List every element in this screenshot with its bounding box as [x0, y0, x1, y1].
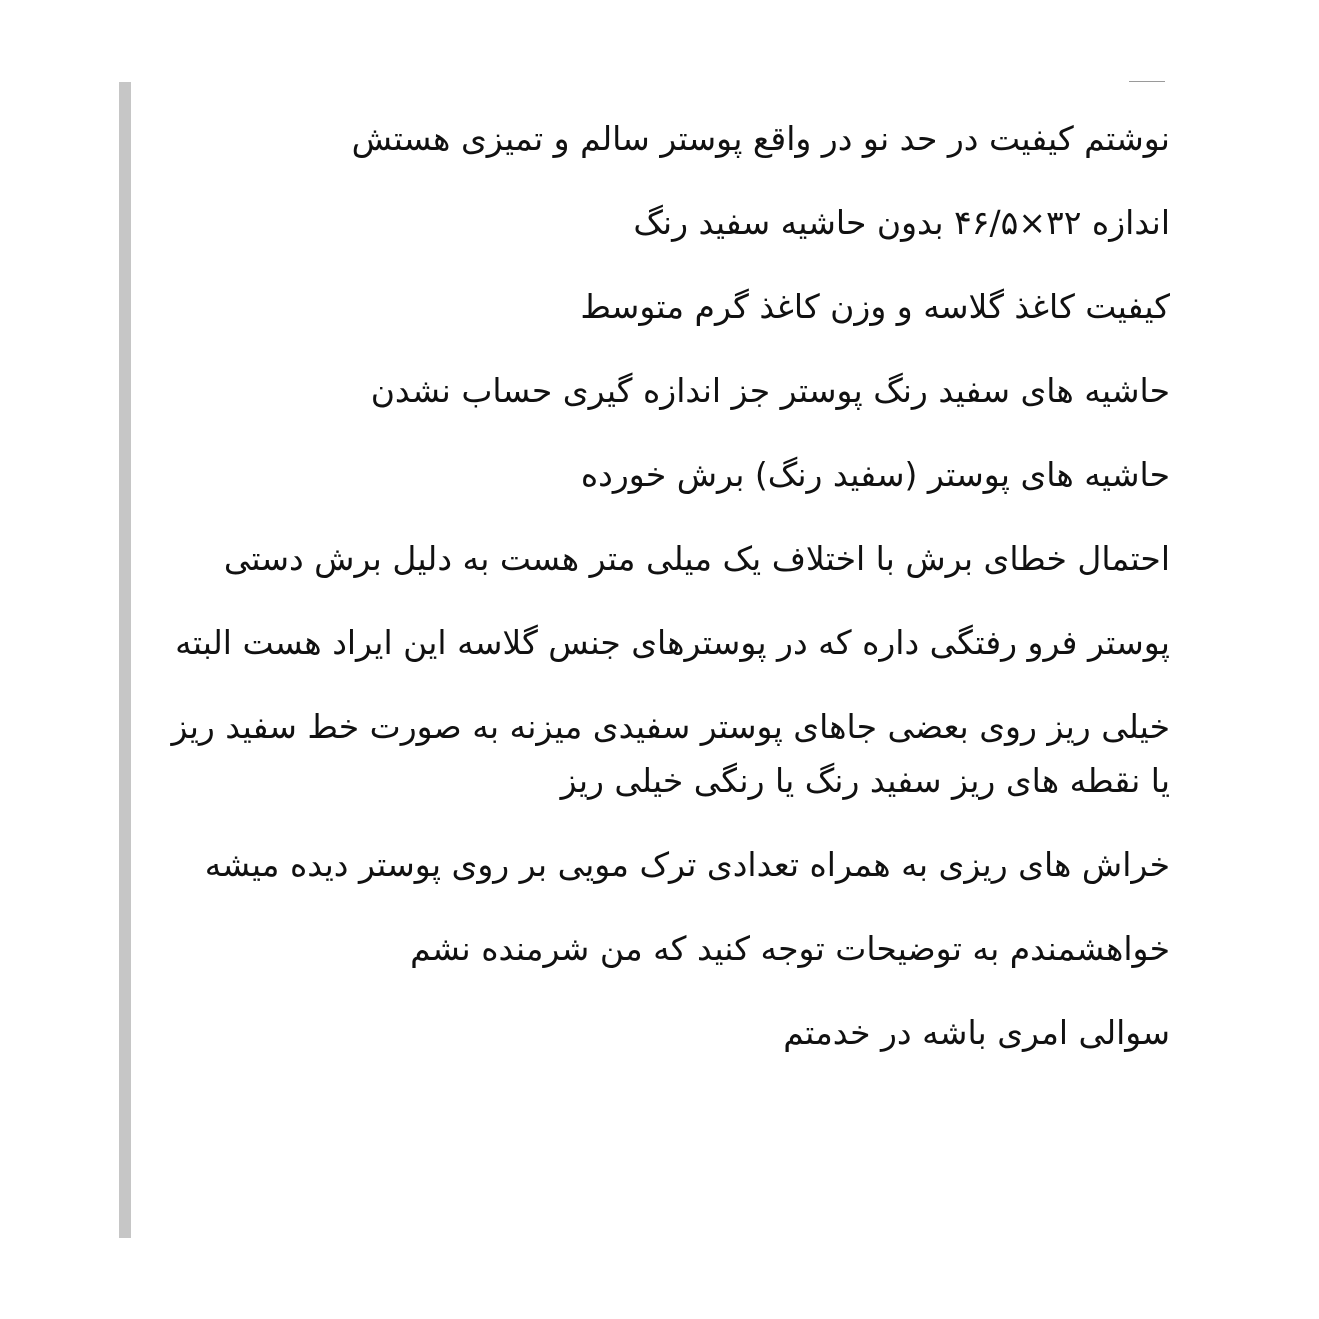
description-line-size: اندازه ۳۲×۴۶/۵ بدون حاشیه سفید رنگ: [633, 203, 1170, 242]
description-line-white-spots: خیلی ریز روی بعضی جاهای پوستر سفیدی میزنه به صورت خط سفید ریز یا نقطه های ریز سفید رنگ یا رنگی خیلی ریز: [171, 707, 1170, 800]
description-line-condition: نوشتم کیفیت در حد نو در واقع پوستر سالم و تمیزی هستش: [351, 119, 1170, 158]
description-line-contact: سوالی امری باشه در خدمتم: [783, 1013, 1170, 1052]
description-line-dents: پوستر فرو رفتگی داره که در پوسترهای جنس گلاسه این ایراد هست البته: [175, 623, 1170, 662]
item-description: [150, 112, 1170, 1090]
description-line-cut-error: احتمال خطای برش با اختلاف یک میلی متر هست به دلیل برش دستی: [223, 539, 1170, 578]
description-line-margins: حاشیه های سفید رنگ پوستر جز اندازه گیری حساب نشدن: [370, 371, 1170, 410]
top-divider: [1129, 81, 1165, 82]
description-line-paper: کیفیت کاغذ گلاسه و وزن کاغذ گرم متوسط: [580, 287, 1170, 326]
description-line-notice: خواهشمندم به توضیحات توجه کنید که من شرمنده نشم: [410, 929, 1170, 968]
description-line-scratches: خراش های ریزی به همراه تعدادی ترک مویی بر روی پوستر دیده میشه: [204, 845, 1170, 884]
scroll-rail[interactable]: [119, 82, 131, 1238]
description-line-trimmed: حاشیه های پوستر (سفید رنگ) برش خورده: [580, 455, 1170, 494]
